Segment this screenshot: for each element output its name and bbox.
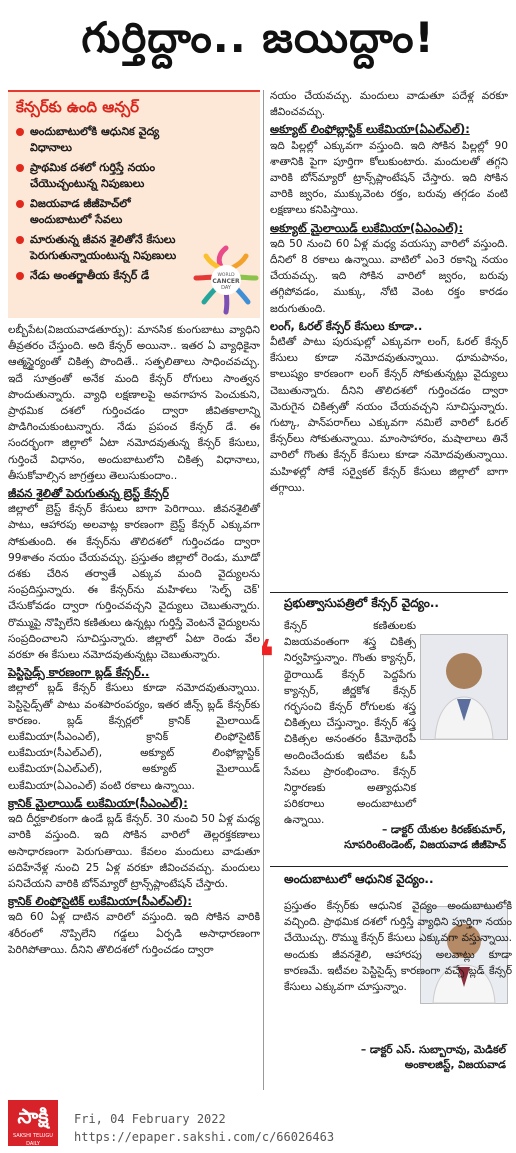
right-column [270, 88, 508, 588]
subheading-aml: అక్యూట్ మైలాయిడ్ లుకేమియా(ఏఎంఎల్): [270, 220, 464, 235]
cancer-day-ribbon-icon [188, 242, 264, 318]
lung-oral-paragraph: వీటితో పాటు పురుషుల్లో ఎక్కువగా లంగ్, ఓరల్ కేన్సర్ కేసులు కూడా నమోదవుతున్నాయి. ధూమపానం, కాలుష్యం కారణంగా లంగ్ కేన్సర్ సోకుతున్నట్లు వైద్యులు చెబుతున్నారు. దీనిని తొలిదశలో గుర్తించడం ద్వారా మెరుగైన చికిత్సతో నయం చేయవచ్చని సూచిస్తున్నారు. గుట్కా, పాన్‌పరాగ్‌లు ఎక్కువగా నమిలే వారిలో ఓరల్ కేన్సర్‌లు సోకుతున్నాయి. మాంసాహారం, మషాలాలు తినే వారిలో గొంతు కేన్సర్ కేసులు కూడా నమోదవుతున్నాయి. మహిళల్లో సోకే సర్వైకల్ కేన్సర్ కేసులు జిల్లాలో బాగా తగ్గాయి. [270, 336, 508, 494]
bullet-icon [16, 164, 24, 172]
box1-attribution: – డాక్టర్ యేకుల కిరణ్‌కుమార్, సూపరింటెండెంట్, విజయవాడ జీజీహెచ్ [344, 824, 506, 851]
all-paragraph: ఇది పిల్లల్లో ఎక్కువగా వస్తుంది. ఇది సోకిన పిల్లల్లో 90 శాతానికి పైగా పూర్తిగా కోలుకుంటారు. మందులతో తగ్గని వారికి బోన్‌మ్యారో ట్రాన్స్‌ప్లాంటేషన్ చేస్తారు. ఇది సోకిన వారికి జ్వరం, ముక్కువెంట రక్తం, బరువు తగ్గడం వంటి లక్షణాలు కనిపిస్తాయి. [270, 139, 508, 217]
highlights-list [8, 124, 186, 284]
svg-text:WORLD: WORLD [217, 273, 235, 278]
bullet-icon [16, 128, 24, 136]
bullet-icon [16, 272, 24, 280]
aml-paragraph: ఇది 50 నుంచి 60 ఏళ్ల మధ్య వయస్సు వారిలో వస్తుంది. దీనిలో 8 రకాలు ఉన్నాయి. వాటిలో ఎం3 రకాన్ని నయం చేయవచ్చు. ఇది సోకిన వారిలో జ్వరం, బరువు తగ్గిపోవడం, ముక్కు, నోటి వెంట రక్తం కారడం జరుగుతుంది. [270, 237, 508, 315]
box1-text: కేన్సర్ కణితులకు విజయవంతంగా శస్త్ర చికిత్స నిర్వహిస్తున్నాం. గొంతు క్యాన్సర్, థైరాయిడ్ కేన్సర్ పెద్దపేగు క్యాన్సర్, జీర్ణకోశ కేన్సర్ గర్భసంచి కేన్సర్ రోగులకు శస్త్ర చికిత్సలు చేస్తున్నాం. కేన్సర్ శస్త్ర చికిత్సల అనంతరం కీమోథెరపీ అందించేందుకు ఇటీవల ఓపీ సేవలు ప్రారంభించాం. కేన్సర్ నిర్ధారణకు అత్యాధునిక పరికరాలు అందుబాటులో ఉన్నాయి. [284, 620, 416, 827]
subheading-blood-cancer: పెస్టిసైడ్స్ కారణంగా బ్లడ్ కేన్సర్.. [8, 665, 150, 680]
box2-top-rule [270, 866, 508, 867]
highlight-item: ప్రాథమిక దశలో గుర్తిస్తే నయం చేయొచ్చంటున్న నిపుణులు [16, 160, 186, 192]
subheading-cll: క్రానిక్ లింఫోసైటిక్ లుకేమియా(సీఎల్ఎల్): [8, 894, 192, 909]
box1-top-rule [270, 592, 508, 593]
highlights-title: కేన్సర్‌కు ఉంది ఆన్సర్ [16, 98, 139, 116]
subheading-breast-cancer: జీవన శైలితో పెరుగుతున్న బ్రెస్ట్ కేన్సర్ [8, 486, 169, 501]
highlights-box [8, 90, 260, 318]
column-divider [263, 90, 264, 1090]
box2-text: ప్రస్తుతం కేన్సర్‌కు ఆధునిక వైద్యం అందుబాటులోకి వచ్చింది. ప్రాథమిక దశలో గుర్తిస్తే వ్యాధిని పూర్తిగా నయం చేయొచ్చు. రొమ్ము కేన్సర్ కేసులు ఎక్కువగా వస్తున్నాయి. అందుకు జీవనశైలి, ఆహారపు అలవాట్లు కూడా కారణమే. ఇటీవల పెస్టిసైడ్స్ కారణంగా వచ్చే బ్లడ్ కేన్సర్ కేసులు ఎక్కువగా చూస్తున్నాం. [284, 900, 512, 994]
headline: గుర్తిద్దాం.. జయిద్దాం! [81, 13, 435, 62]
highlight-item: మారుతున్న జీవన శైలితోనే కేసులు పెరుగుతున్నాయంటున్న నిపుణులు [16, 232, 186, 264]
cll-paragraph: ఇది 60 ఏళ్ల దాటిన వారిలో వస్తుంది. ఇది సోకిన వారికి శరీరంలో నొప్పిలేని గడ్డలు ఏర్పడి అసాధారణంగా పెరిగిపోతాయి. దీనిని తొలిదశలో గుర్తించడం ద్వారా [8, 911, 260, 956]
intro-paragraph: లబ్బీపేట(విజయవాడతూర్పు): మానసిక కుంగుబాటు వ్యాధిని తీవ్రతరం చేస్తుంది. అది కేన్సర్ అయినా.. ఇతర ఏ వ్యాధికైనా ఆత్మస్థైర్యంతో చికిత్స పొందితే.. సత్ఫలితాలు సాధించవచ్చు. ఇదే సూత్రంతో అనేక మంది కేన్సర్ రోగులు సాంత్వన పొందుతున్నారు. వ్యాధి లక్షణాలపై అవగాహన పెంచుకుని, ప్రాథమిక దశలో గుర్తించడం ద్వారా జీవితకాలాన్ని పొడిగించుకుంటున్నారు. నేడు ప్రపంచ కేన్సర్ డే. ఈ సందర్భంగా జిల్లాలో ఏటా నమోదవుతున్న కేన్సర్ కేసులు, గుర్తించే విధానం, అందుబాటులోని చికిత్స విధానాలు, తీసుకోవాల్సిన జాగ్రత్తలు తెలుసుకుందాం.. [8, 324, 260, 482]
svg-text:CANCER: CANCER [212, 278, 240, 285]
edition-date: Fri, 04 February 2022 [74, 1112, 226, 1126]
quote-icon: ❛ [258, 630, 275, 686]
subheading-lung-oral: లంగ్, ఓరల్ కేన్సర్ కేసులు కూడా.. [270, 318, 423, 333]
continued-paragraph: నయం చేయవచ్చు. మందులు వాడుతూ పదేళ్ల వరకూ జీవించవచ్చు. [270, 90, 508, 119]
subheading-all: అక్యూట్ లింఫోబ్లాస్టిక్ లుకేమియా(ఏఎల్ఎల్): [270, 122, 470, 137]
doctor-photo-kiran [420, 634, 508, 740]
highlight-item: నేడు అంతర్జాతీయ కేన్సర్ డే [16, 268, 186, 284]
epaper-url[interactable]: https://epaper.sakshi.com/c/66026463 [74, 1130, 335, 1144]
sakshi-logo: సాక్షి SAKSHI TELUGU DAILY [8, 1100, 58, 1146]
cml-paragraph: ఇది దీర్ఘకాలికంగా ఉండే బ్లడ్ కేన్సర్. 30 నుంచి 50 ఏళ్ల మధ్య వారికి వస్తుంది. ఇది సోకిన వారిలో తెల్లరక్తకణాలు అసాధారణంగా పెరుగుతాయి. కేవలం మందులు వాడుతూ పదిహేనేళ్ల నుంచి 25 ఏళ్ల వరకూ జీవించవచ్చు. మందులు పనిచేయని వారికి బోన్‌మ్యారో ట్రాన్స్‌ప్లాంటేషన్ చేస్తారు. [8, 813, 260, 890]
highlight-item: అందుబాటులోకి ఆధునిక వైద్య విధానాలు [16, 124, 186, 156]
bullet-icon [16, 200, 24, 208]
blood-cancer-paragraph: జిల్లాలో బ్లడ్ కేన్సర్ కేసులు కూడా నమోదవుతున్నాయి. పెస్టిసైడ్స్‌తో పాటు వంశపారంపర్యం, ఇతర జీన్స్ బ్లడ్ కేన్సర్‌కు కారణం. బ్లడ్ కేన్సర్లలో క్రానిక్ మైలాయిడ్ లుకేమియా(సీఎంఎల్), క్రానిక్ లింఫోసైటిక్ లుకేమియా(సీఎల్ఎల్), అక్యూట్ లింఫోబ్లాస్టిక్ లుకేమియా(ఏఎల్ఎల్), అక్యూట్ మైలాయిడ్ లుకేమియా(ఏఎంఎల్) వంటి రకాలు ఉన్నాయి. [8, 682, 260, 792]
box1-title: ప్రభుత్వాసుపత్రిలో కేన్సర్ వైద్యం.. [284, 596, 439, 610]
bullet-icon [16, 236, 24, 244]
box2-attribution: – డాక్టర్ ఎస్. సుబ్బారావు, మెడికల్ అంకాలజిస్ట్, విజయవాడ [360, 1044, 506, 1071]
left-column [8, 322, 260, 1092]
breast-cancer-paragraph: జిల్లాలో బ్రెస్ట్ కేన్సర్ కేసులు బాగా పెరిగాయి. జీవనశైలితో పాటు, ఆహారపు అలవాట్ల కారణంగా బ్రెస్ట్ కేన్సర్ ఎక్కువగా సోకుతుంది. ఈ కేన్సర్‌ను తొలిదశలో గుర్తించడం ద్వారా 99శాతం నయం చేయవచ్చు. ప్రస్తుతం జిల్లాలో రెండు, మూడో దశకు చేరిన తర్వాతే ఎక్కువ మంది వైద్యులను సంప్రదిస్తున్నారు. ఈ కేన్సర్‌ను మహిళలు 'సెల్ఫ్ చెక్' చేసుకోవడం ద్వారా గుర్తించవచ్చని వైద్యులు చెబుతున్నారు. రొమ్ముపై నొప్పిలేని కణితులు ఉన్నట్లు గుర్తిస్తే వెంటనే వైద్యులను సంప్రదించాలని సూచిస్తున్నారు. జిల్లాలో ఏటా రెండు వేల వరకూ ఈ కేసులు నమోదవుతున్నట్లు చెబుతున్నారు. [8, 503, 260, 662]
box2-title: అందుబాటులో ఆధునిక వైద్యం.. [284, 872, 434, 886]
subheading-cml: క్రానిక్ మైలాయిడ్ లుకేమియా(సీఎంఎల్): [8, 795, 188, 810]
svg-text:DAY: DAY [221, 285, 231, 291]
highlight-item: విజయవాడ జీజీహెచ్‌లో అందుబాటులో సేవలు [16, 196, 186, 228]
